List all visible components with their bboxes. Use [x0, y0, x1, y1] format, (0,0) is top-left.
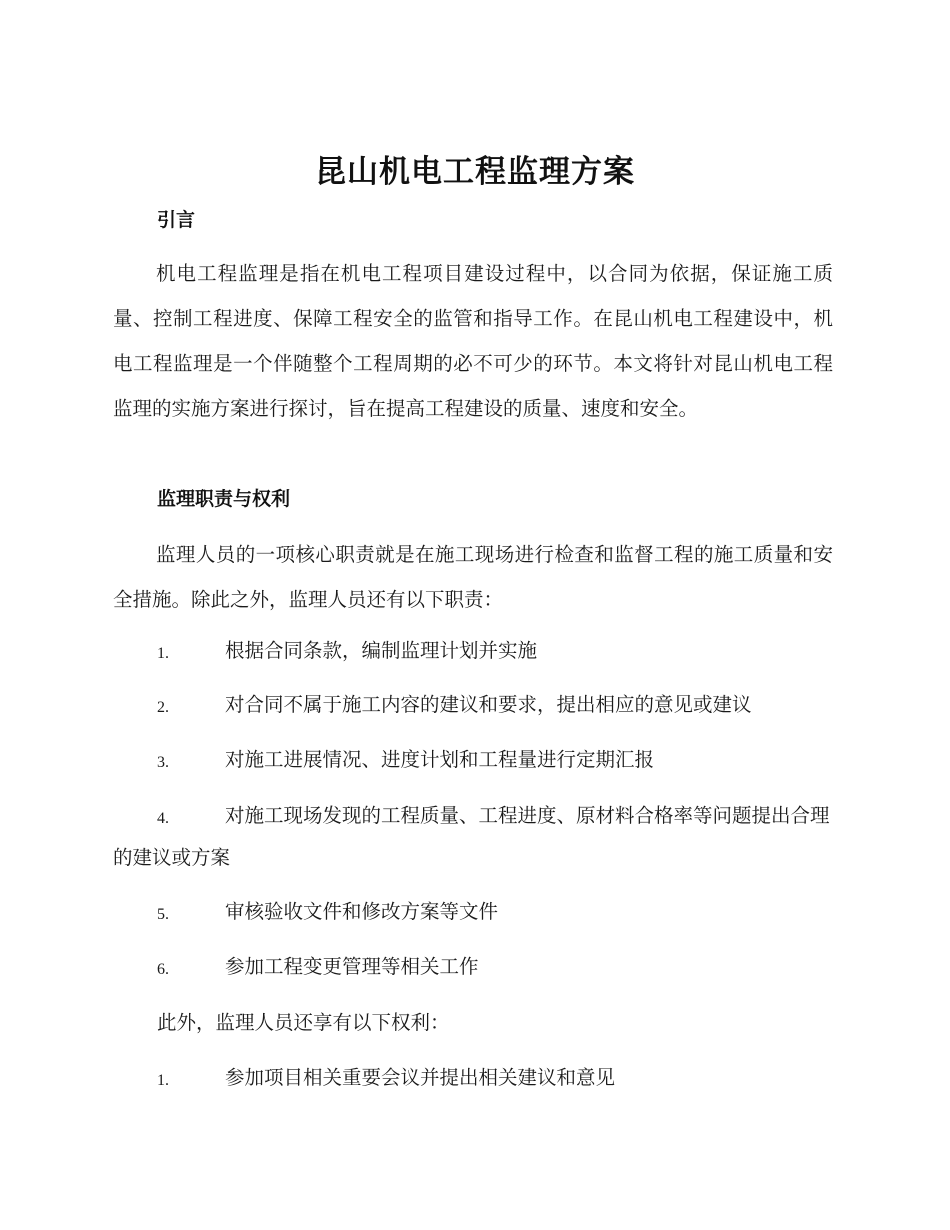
list-item-text: 根据合同条款，编制监理计划并实施 [225, 639, 538, 662]
section-heading-duties: 监理职责与权利 [157, 488, 291, 510]
list-item-number: 4. [157, 810, 169, 827]
document-title: 昆山机电工程监理方案 [315, 154, 635, 190]
list-item-number: 1. [157, 645, 169, 662]
list-item [113, 803, 833, 887]
list-item-text: 对施工现场发现的工程质量、工程进度、原材料合格率等问题提出合理的建议或方案 [113, 804, 830, 869]
list-item-text: 对施工进展情况、进度计划和工程量进行定期汇报 [225, 748, 655, 771]
duties-paragraph: 监理人员的一项核心职责就是在施工现场进行检查和监督工程的施工质量和安全措施。除此之外，监理人员还有以下职责： [113, 543, 833, 611]
list-item-number: 5. [157, 906, 169, 923]
list-item-number: 3. [157, 754, 169, 771]
section-heading-intro: 引言 [157, 209, 196, 231]
list-item-text: 参加项目相关重要会议并提出相关建议和意见 [225, 1066, 616, 1089]
list-item-number: 1. [157, 1072, 169, 1089]
list-item-number: 2. [157, 699, 169, 716]
list-item-text: 对合同不属于施工内容的建议和要求，提出相应的意见或建议 [225, 693, 752, 716]
rights-intro: 此外，监理人员还享有以下权利： [157, 1011, 450, 1034]
list-item-text: 审核验收文件和修改方案等文件 [225, 900, 499, 923]
list-item-text: 参加工程变更管理等相关工作 [225, 955, 479, 978]
list-item-number: 6. [157, 961, 169, 978]
intro-paragraph: 机电工程监理是指在机电工程项目建设过程中，以合同为依据，保证施工质量、控制工程进度、保障工程安全的监管和指导工作。在昆山机电工程建设中，机电工程监理是一个伴随整个工程周期的必不可少的环节。本文将针对昆山机电工程监理的实施方案进行探讨，旨在提高工程建设的质量、速度和安全。 [113, 262, 833, 420]
